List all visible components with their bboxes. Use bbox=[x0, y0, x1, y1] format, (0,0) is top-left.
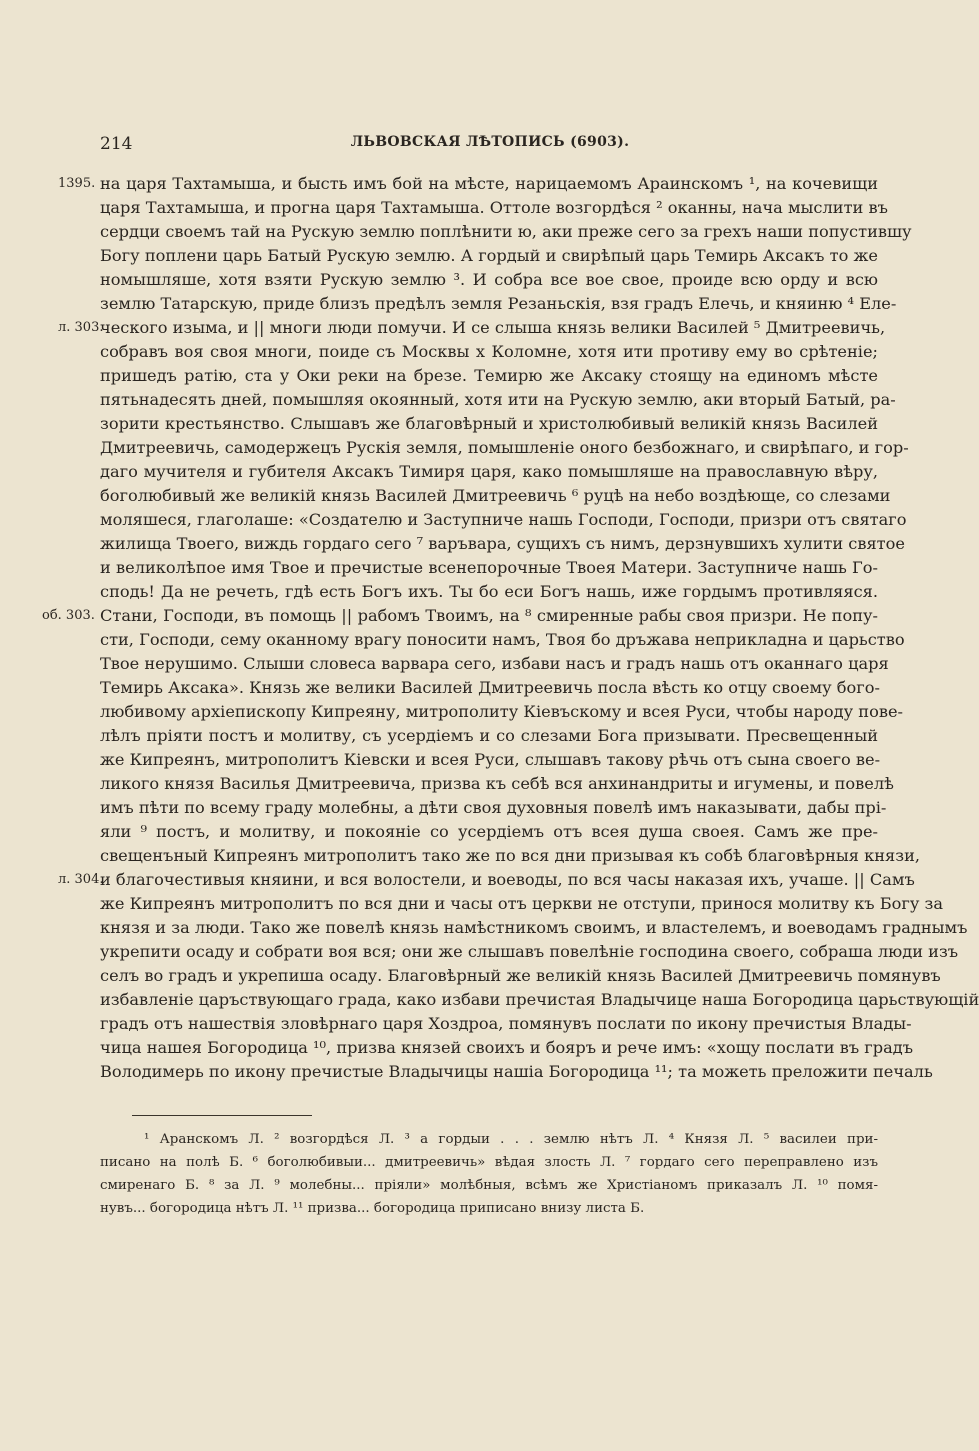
text-line: моляшеся, глаголаше: «Создателю и Заступниче нашь Господи, Господи, призри отъ святаго bbox=[100, 510, 907, 529]
text-line: Стани, Господи, въ помощь || рабомъ Твоимъ, на ⁸ смиренные рабы своя призри. Не попу- bbox=[100, 606, 878, 625]
footnote-line: нувъ... богородица нѣтъ Л. ¹¹ призва... богородица приписано внизу листа Б. bbox=[100, 1201, 645, 1216]
text-line: и великолѣпое имя Твое и пречистые всенепорочные Твоея Матери. Заступниче нашь Го- bbox=[100, 558, 878, 577]
text-line: сти, Господи, сему оканному врагу поносити намъ, Твоя бо дръжава неприкладна и царьство bbox=[100, 630, 905, 649]
text-line: градъ отъ нашествія зловѣрнаго царя Хоздроа, помянувъ послати по икону пречистыя Влады- bbox=[100, 1014, 912, 1033]
text-line: зорити крестьянство. Слышавъ же благовѣрный и христолюбивый великій князь Василей bbox=[100, 414, 878, 433]
text-line: укрепити осаду и собрати воя вся; они же слышавъ повелѣніе господина своего, собраша люди изъ bbox=[100, 942, 959, 961]
margin-note-folio: об. 303. bbox=[42, 608, 95, 623]
text-line: лѣлъ пріяти постъ и молитву, съ усердіемъ и со слезами Бога призывати. Пресвещенный bbox=[100, 726, 878, 745]
text-line: чица нашея Богородица ¹⁰, призва князей своихъ и бояръ и рече имъ: «хощу послати въ градъ bbox=[100, 1038, 914, 1057]
text-line: князя и за люди. Тако же повелѣ князь намѣстникомъ своимъ, и властелемъ, и воеводамъ граднымъ bbox=[100, 918, 968, 937]
text-line: на царя Тахтамыша, и бысть имъ бой на мѣсте, нарицаемомъ Араинскомъ ¹, на кочевищи bbox=[100, 174, 878, 193]
text-line: номышляше, хотя взяти Рускую землю ³. И собра все вое свое, проиде всю орду и всю bbox=[100, 270, 878, 289]
text-line: землю Татарскую, приде близъ предѣлъ земля Резаньскія, взя градъ Елечь, и княиню ⁴ Еле- bbox=[100, 294, 897, 313]
text-line: свещенъный Кипреянъ митрополитъ тако же по вся дни призывая къ собѣ благовѣрныя князи, bbox=[100, 846, 921, 865]
text-line: сподь! Да не речеть, гдѣ есть Богъ ихъ. Ты бо еси Богъ нашь, иже гордымъ противляяся. bbox=[100, 582, 878, 601]
margin-note-folio: л. 303. bbox=[58, 320, 104, 335]
page-header bbox=[100, 134, 880, 158]
text-line: царя Тахтамыша, и прогна царя Тахтамыша. Оттоле возгордѣся ² оканны, нача мыслити въ bbox=[100, 198, 888, 217]
running-title: ЛЬВОВСКАЯ ЛѢТОПИСЬ (6903). bbox=[350, 134, 630, 150]
footnote-divider bbox=[132, 1115, 312, 1116]
footnote-line: смиренаго Б. ⁸ за Л. ⁹ молебны... пріяли» молѣбныя, всѣмъ же Христіаномъ приказалъ Л. ¹⁰ помя- bbox=[100, 1178, 878, 1193]
text-line: избавленіе царъствующаго града, како избави пречистая Владычице наша Богородица царьствующій bbox=[100, 990, 979, 1009]
text-line: ликого князя Василья Дмитреевича, призва къ себѣ вся анхинандриты и игумены, и повелѣ bbox=[100, 774, 894, 793]
margin-note-folio: л. 304. bbox=[58, 872, 104, 887]
text-line: ческого изыма, и || многи люди помучи. И се слыша князь велики Василей ⁵ Дмитреевичь, bbox=[100, 318, 886, 337]
text-line: Дмитреевичь, самодержецъ Рускія земля, помышленіе оного безбожнаго, и свирѣпаго, и гор- bbox=[100, 438, 909, 457]
footnote-line: ¹ Аранскомъ Л. ² возгордѣся Л. ³ а гордыи . . . землю нѣтъ Л. ⁴ Князя Л. ⁵ василеи при- bbox=[144, 1132, 878, 1147]
margin-note-year: 1395. bbox=[58, 176, 96, 191]
text-line: жилища Твоего, виждь гордаго сего ⁷ варъвара, сущихъ съ нимъ, дерзнувшихъ хулити святое bbox=[100, 534, 905, 553]
text-line: яли ⁹ постъ, и молитву, и покояніе со усердіемъ отъ всея душа своея. Самъ же пре- bbox=[100, 822, 878, 841]
text-line: любивому архіепископу Кипреяну, митрополиту Кіевъскому и всея Руси, чтобы народу пове- bbox=[100, 702, 903, 721]
text-line: пришедъ ратію, ста у Оки реки на брезе. Темирю же Аксаку стоящу на единомъ мѣсте bbox=[100, 366, 878, 385]
text-line: Твое нерушимо. Слыши словеса варвара сего, избави насъ и градъ нашь отъ оканнаго царя bbox=[100, 654, 889, 673]
text-line: Темирь Аксака». Князь же велики Василей Дмитреевичь посла вѣсть ко отцу своему бого- bbox=[100, 678, 880, 697]
text-line: боголюбивый же великій князь Василей Дмитреевичь ⁶ руцѣ на небо воздѣюще, со слезами bbox=[100, 486, 891, 505]
text-line: же Кипреянъ митрополитъ по вся дни и часы отъ церкви не отступи, принося молитву къ Богу за bbox=[100, 894, 944, 913]
text-line: собравъ воя своя многи, поиде съ Москвы х Коломне, хотя ити противу ему во срѣтеніе; bbox=[100, 342, 878, 361]
text-line: же Кипреянъ, митрополитъ Кіевски и всея Руси, слышавъ такову рѣчь отъ сына своего ве- bbox=[100, 750, 881, 769]
text-line: Богу поплени царь Батый Рускую землю. А гордый и свирѣпый царь Темирь Аксакъ то же bbox=[100, 246, 878, 265]
text-line: даго мучителя и губителя Аксакъ Тимиря царя, како помышляше на православную вѣру, bbox=[100, 462, 878, 481]
text-line: Володимерь по икону пречистые Владычицы нашіа Богородица ¹¹; та можеть преложити печаль bbox=[100, 1062, 933, 1081]
text-line: имъ пѣти по всему граду молебны, а дѣти своя духовныя повелѣ имъ наказывати, дабы прі- bbox=[100, 798, 887, 817]
page-number: 214 bbox=[100, 134, 133, 154]
footnote-line: писано на полѣ Б. ⁶ боголюбивыи... дмитреевичь» вѣдая злость Л. ⁷ гордаго сего переправлено изъ bbox=[100, 1155, 878, 1170]
text-line: сердци своемъ тай на Рускую землю поплѣнити ю, аки преже сего за грехъ наши попустившу bbox=[100, 222, 912, 241]
text-line: и благочестивыя княини, и вся волостели, и воеводы, по вся часы наказая ихъ, учаше. || Самъ bbox=[100, 870, 915, 889]
text-line: селъ во градъ и укрепиша осаду. Благовѣрный же великій князь Василей Дмитреевичь помянувъ bbox=[100, 966, 941, 985]
text-line: пятьнадесять дней, помышляя окоянный, хотя ити на Рускую землю, аки вторый Батый, ра- bbox=[100, 390, 896, 409]
